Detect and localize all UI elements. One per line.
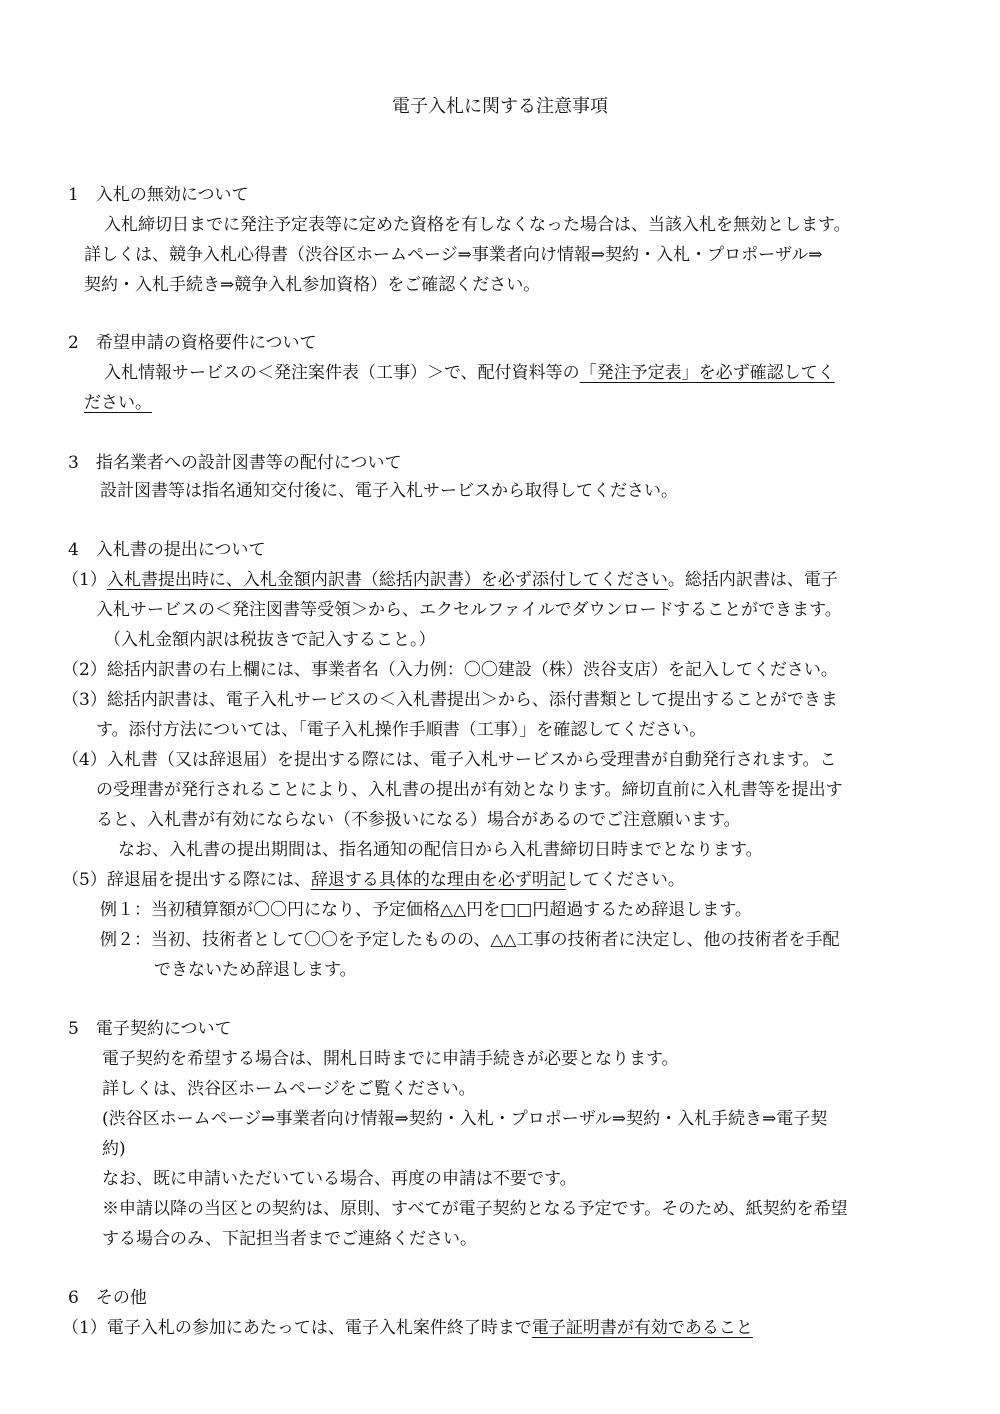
section-5-line: 電子契約を希望する場合は、開札日時までに申請手続きが必要となります。 <box>102 1049 679 1069</box>
section-4-item-4-line: ると、入札書が有効にならない（不参扱いになる）場合があるのでご注意願います。 <box>96 810 741 830</box>
section-4-item-3-line: す。添付方法については、「電子入札操作手順書（工事）」を確認してください。 <box>96 720 707 740</box>
section-4-heading: 4 入札書の提出について <box>68 540 266 560</box>
example-1: 例１：当初積算額が〇〇円になり、予定価格△△円を□□円超過するため辞退します。 <box>100 900 752 920</box>
section-4-item-1 <box>62 565 838 595</box>
section-4-item-1-note: （入札金額内訳は税抜きで記入すること。） <box>104 630 436 650</box>
section-6-item-1 <box>62 1313 753 1343</box>
section-6-heading: 6 その他 <box>68 1288 147 1308</box>
section-4-item-4-line: の受理書が発行されることにより、入札書の提出が有効となります。締切直前に入札書等を提出す <box>96 780 843 800</box>
section-6-underlined-text: 電子証明書が有効であること <box>531 1318 753 1338</box>
section-3-heading: 3 指名業者への設計図書等の配付について <box>68 453 402 473</box>
section-4-item-1-line: 入札サービスの＜発注図書等受領＞から、エクセルファイルでダウンロードすることができます。 <box>96 600 842 620</box>
section-1-heading: 1 入札の無効について <box>68 185 249 205</box>
example-2: 例２：当初、技術者として〇〇を予定したものの、△△工事の技術者に決定し、他の技術者を手配 <box>100 930 840 950</box>
section-4-item-5 <box>62 865 685 895</box>
section-2-underlined-text: ださい。 <box>84 393 152 413</box>
section-5-heading: 5 電子契約について <box>68 1019 232 1039</box>
section-1-line: 契約・入札手続き⇒競争入札参加資格）をご確認ください。 <box>84 275 541 295</box>
section-2-line <box>104 358 835 388</box>
item-text: （5）辞退届を提出する際には、 <box>62 870 311 890</box>
section-1-line: 入札締切日までに発注予定表等に定めた資格を有しなくなった場合は、当該入札を無効とします。 <box>104 215 851 235</box>
section-4-item-4: （4）入札書（又は辞退届）を提出する際には、電子入札サービスから受理書が自動発行されます。こ <box>62 750 837 770</box>
section-4-item-4-note: なお、入札書の提出期間は、指名通知の配信日から入札書締切日時までとなります。 <box>118 840 763 860</box>
section-1-line: 詳しくは、競争入札心得書（渋谷区ホームページ⇒事業者向け情報⇒契約・入札・プロポーザル⇒ <box>84 245 823 265</box>
section-5-line: 約) <box>102 1139 126 1159</box>
example-2-line: できないため辞退します。 <box>154 960 357 980</box>
section-5-line: する場合のみ、下記担当者までご連絡ください。 <box>102 1229 478 1249</box>
section-4-item-2: （2）総括内訳書の右上欄には、事業者名（入力例：〇〇建設（株）渋谷支店）を記入してください。 <box>62 660 838 680</box>
section-2-underlined-text: 「発注予定表」を必ず確認してく <box>579 363 835 383</box>
item-text: してください。 <box>565 870 685 890</box>
section-4-underlined-text: 辞退する具体的な理由を必ず明記 <box>310 870 566 890</box>
section-5-line: ※申請以降の当区との契約は、原則、すべてが電子契約となる予定です。そのため、紙契約を希望 <box>102 1199 848 1219</box>
item-text: （1）電子入札の参加にあたっては、電子入札案件終了時まで <box>62 1318 532 1338</box>
section-5-line: 詳しくは、渋谷区ホームページをご覧ください。 <box>102 1079 476 1099</box>
section-5-line: なお、既に申請いただいている場合、再度の申請は不要です。 <box>102 1169 577 1189</box>
section-2-text: 入札情報サービスの＜発注案件表（工事）＞で、配付資料等の <box>104 363 580 383</box>
section-3-line: 設計図書等は指名通知交付後に、電子入札サービスから取得してください。 <box>100 481 678 501</box>
document-title: 電子入札に関する注意事項 <box>392 96 608 117</box>
item-number: （1） <box>62 570 107 590</box>
item-text: 。総括内訳書は、電子 <box>667 570 838 590</box>
section-2-heading: 2 希望申請の資格要件について <box>68 333 317 353</box>
section-5-line: (渋谷区ホームページ⇒事業者向け情報⇒契約・入札・プロポーザル⇒契約・入札手続き⇒電子契 <box>102 1109 828 1129</box>
section-4-item-3: （3）総括内訳書は、電子入札サービスの＜入札書提出＞から、添付書類として提出することができま <box>62 690 838 710</box>
section-4-underlined-text: 入札書提出時に、入札金額内訳書（総括内訳書）を必ず添付してください <box>106 570 668 590</box>
